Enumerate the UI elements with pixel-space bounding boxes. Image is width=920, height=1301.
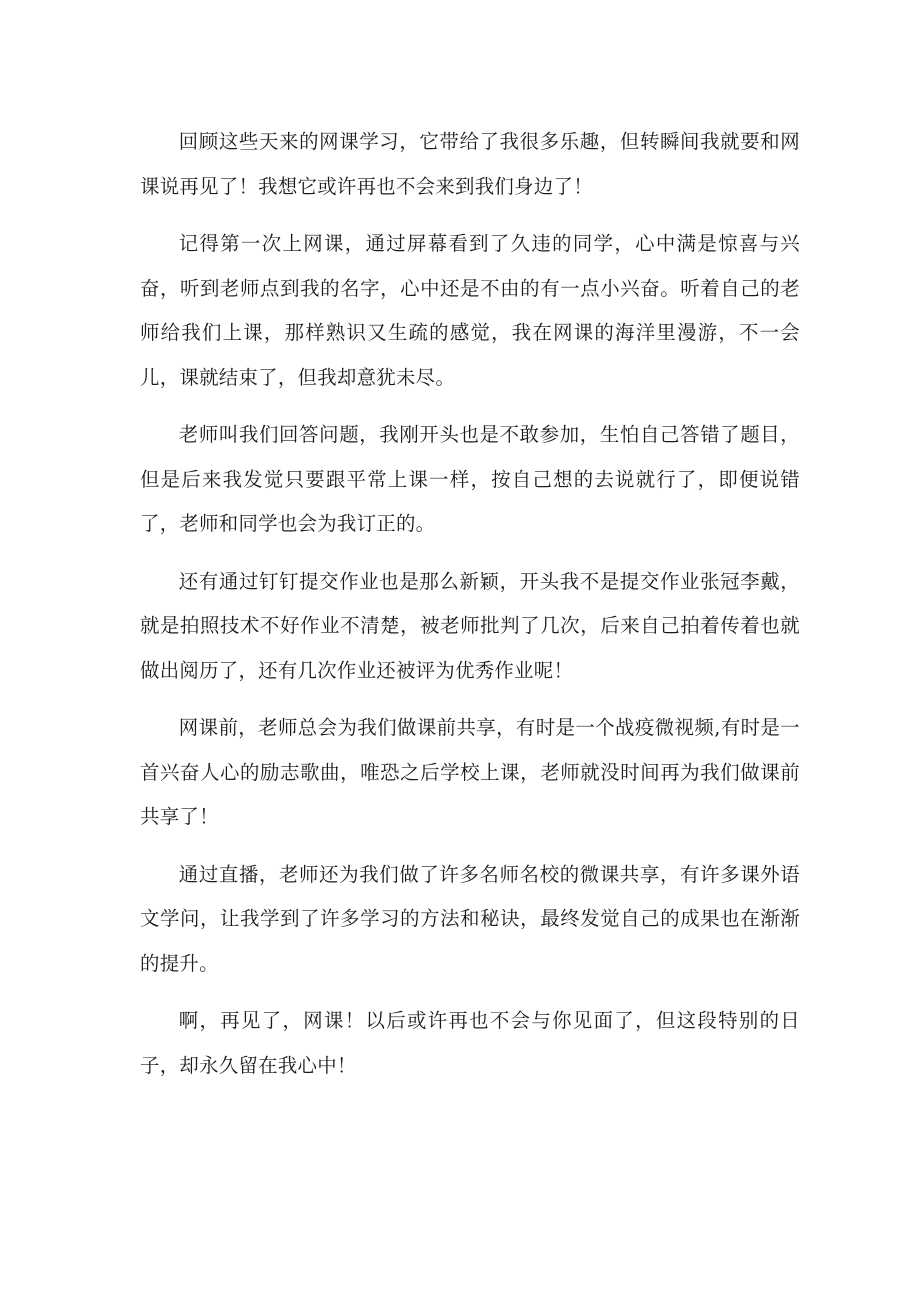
paragraph: 回顾这些天来的网课学习，它带给了我很多乐趣，但转瞬间我就要和网课说再见了！我想它或许再也不会来到我们身边了！ (140, 130, 800, 198)
paragraph: 通过直播，老师还为我们做了许多名师名校的微课共享，有许多课外语文学问，让我学到了许多学习的方法和秘诀，最终发觉自己的成果也在渐渐的提升。 (140, 862, 800, 975)
paragraph: 啊，再见了，网课！以后或许再也不会与你见面了，但这段特别的日子，却永久留在我心中！ (140, 1009, 800, 1077)
essay-body (140, 120, 800, 1101)
paragraph: 网课前，老师总会为我们做课前共享，有时是一个战疫微视频,有时是一首兴奋人心的励志歌曲，唯恐之后学校上课，老师就没时间再为我们做课前共享了！ (140, 716, 800, 828)
paragraph: 记得第一次上网课，通过屏幕看到了久违的同学，心中满是惊喜与兴奋，听到老师点到我的名字，心中还是不由的有一点小兴奋。听着自己的老师给我们上课，那样熟识又生疏的感觉，我在网课的海洋里漫游，不一会儿，课就结束了，但我却意犹未尽。 (140, 232, 800, 389)
paragraph: 还有通过钉钉提交作业也是那么新颖，开头我不是提交作业张冠李戴，就是拍照技术不好作业不清楚，被老师批判了几次，后来自己拍着传着也就做出阅历了，还有几次作业还被评为优秀作业呢！ (140, 569, 800, 682)
paragraph: 老师叫我们回答问题，我刚开头也是不敢参加，生怕自己答错了题目，但是后来我发觉只要跟平常上课一样，按自己想的去说就行了，即便说错了，老师和同学也会为我订正的。 (140, 423, 800, 535)
